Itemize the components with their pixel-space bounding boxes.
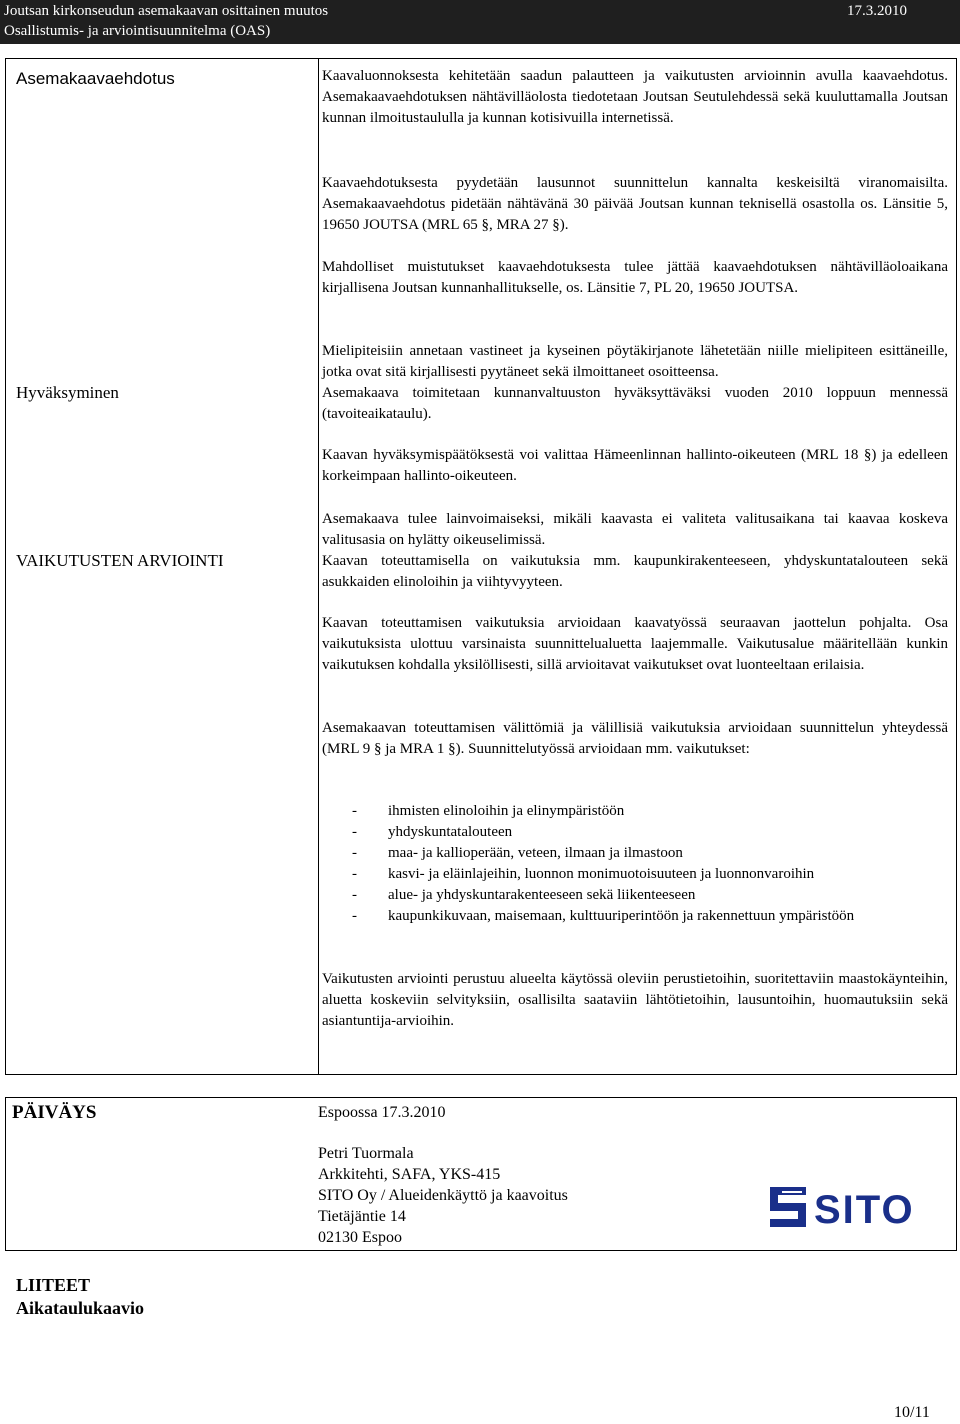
header-date: 17.3.2010	[847, 3, 907, 19]
list-item: - ihmisten elinoloihin ja elinympäristöön	[322, 801, 948, 822]
list-dash: -	[352, 803, 357, 819]
liitteet-item: Aikataulukaavio	[16, 1298, 145, 1318]
vaikutukset-paragraph-3: Asemakaavan toteuttamisen välittömiä ja välillisiä vaikutuksia arvioidaan suunnittelun yhteydessä (MRL 9 § ja MRA 1 §). Suunnittelutyössä arvioidaan mm. vaikutukset:	[322, 720, 948, 757]
list-dash: -	[352, 824, 357, 840]
logo-emblem-accent	[782, 1191, 802, 1193]
signer-name: Petri Tuormala	[318, 1145, 414, 1162]
ehdotus-paragraph-1: Kaavaluonnoksesta kehitetään saadun palautteen ja vaikutusten arvioinnin avulla kaavaehdotus. Asemakaavaehdotuksen nähtävilläolosta tiedotetaan Joutsan Seutulehdessä sekä kuuluttamalla Joutsan kunnan ilmoitustaululla ja kunnan kotisivuilla internetissä.	[322, 68, 948, 126]
heading-vaikutusten-arviointi: VAIKUTUSTEN ARVIOINTI	[16, 551, 224, 570]
hyvaksyminen-paragraph-2: Kaavan hyväksymispäätöksestä voi valittaa Hämeenlinnan hallinto-oikeuteen (MRL 18 §) ja edelleen korkeimpaan hallinto-oikeuteen.	[322, 447, 948, 484]
signer-title: Arkkitehti, SAFA, YKS-415	[318, 1166, 501, 1183]
sito-logo	[766, 1185, 930, 1229]
signer-postal: 02130 Espoo	[318, 1229, 402, 1246]
list-item: - maa- ja kallioperään, veteen, ilmaan ja ilmastoon	[322, 843, 948, 864]
list-item: - kasvi- ja eläinlajeihin, luonnon monimuotoisuuteen ja luonnonvaroihin	[322, 864, 948, 885]
liitteet-heading: LIITEET	[16, 1275, 91, 1295]
vaikutukset-list	[322, 801, 948, 927]
heading-asemakaavaehdotus: Asemakaavaehdotus	[16, 69, 175, 88]
ehdotus-paragraph-3: Mahdolliset muistutukset kaavaehdotuksesta tulee jättää kaavaehdotuksen nähtävilläoloaikana kirjallisena Joutsan kunnanhallitukselle, os. Länsitie 7, PL 20, 19650 JOUTSA.	[322, 259, 948, 296]
hyvaksyminen-paragraph-3: Asemakaava tulee lainvoimaiseksi, mikäli kaavasta ei valiteta valitusaikana tai kaavaa koskeva valitusasia on hylätty oikeuselimissä.	[322, 511, 948, 548]
vaikutukset-paragraph-1: Kaavan toteuttamisella on vaikutuksia mm. kaupunkirakenteeseen, yhdyskuntatalouteen sekä asukkaiden elinoloihin ja viihtyvyyteen.	[322, 553, 948, 590]
ehdotus-paragraph-4: Mielipiteisiin annetaan vastineet ja kyseinen pöytäkirjanote lähetetään niille mielipiteen esittäneille, jotka ovat sitä kirjallisesti pyytäneet sekä ilmoittaneet osoitteensa.	[322, 343, 948, 380]
page-header	[0, 0, 960, 44]
vaikutukset-paragraph-4: Vaikutusten arviointi perustuu alueelta käytössä oleviin perustietoihin, suoritettaviin maastokäynteihin, aluetta koskeviin selvityksiin, osallisilta saataviin lähtötietoihin, lausuntoihin, huomautuksiin sekä asiantuntija-arvioihin.	[322, 971, 948, 1029]
document-subtitle: Osallistumis- ja arviointisuunnitelma (OAS)	[4, 23, 271, 39]
document-title: Joutsan kirkonseudun asemakaavan osittainen muutos	[4, 3, 329, 19]
paivays-heading: PÄIVÄYS	[12, 1102, 97, 1123]
list-dash: -	[352, 887, 357, 903]
list-dash: -	[352, 866, 357, 882]
ehdotus-paragraph-2: Kaavaehdotuksesta pyydetään lausunnot suunnittelun kannalta keskeisiltä viranomaisilta. Asemakaavaehdotus pidetään nähtävänä 30 päivää Joutsan kunnan teknisellä osastolla os. Länsitie 5, 19650 JOUTSA (MRL 65 §, MRA 27 §).	[322, 175, 948, 233]
list-item: - alue- ja yhdyskuntarakenteeseen sekä liikenteeseen	[322, 885, 948, 906]
signer-street: Tietäjäntie 14	[318, 1208, 406, 1225]
page-number: 10/11	[894, 1404, 930, 1421]
logo-wordmark: SITO	[814, 1188, 915, 1229]
heading-hyvaksyminen: Hyväksyminen	[16, 383, 119, 402]
signer-company: SITO Oy / Alueidenkäyttö ja kaavoitus	[318, 1187, 568, 1204]
place-date: Espoossa 17.3.2010	[318, 1104, 446, 1121]
list-item: - yhdyskuntatalouteen	[322, 822, 948, 843]
vaikutukset-paragraph-2: Kaavan toteuttamisen vaikutuksia arvioidaan kaavatyössä seuraavan jaottelun pohjalta. Osa vaikutuksista ulottuu varsinaista suunnittelualuetta laajemmalle. Vaikutusalue määritellään kunkin vaikutuksen kohdalla yksilöllisesti, sillä arvioitavat vaikutukset ovat luonteeltaan erilaisia.	[322, 615, 948, 673]
list-dash: -	[352, 908, 357, 924]
list-item: - kaupunkikuvaan, maisemaan, kulttuuriperintöön ja rakennettuun ympäristöön	[322, 906, 948, 927]
list-dash: -	[352, 845, 357, 861]
hyvaksyminen-paragraph-1: Asemakaava toimitetaan kunnanvaltuuston hyväksyttäväksi vuoden 2010 loppuun mennessä (tavoiteaikataulu).	[322, 385, 948, 422]
column-divider	[318, 59, 319, 1074]
